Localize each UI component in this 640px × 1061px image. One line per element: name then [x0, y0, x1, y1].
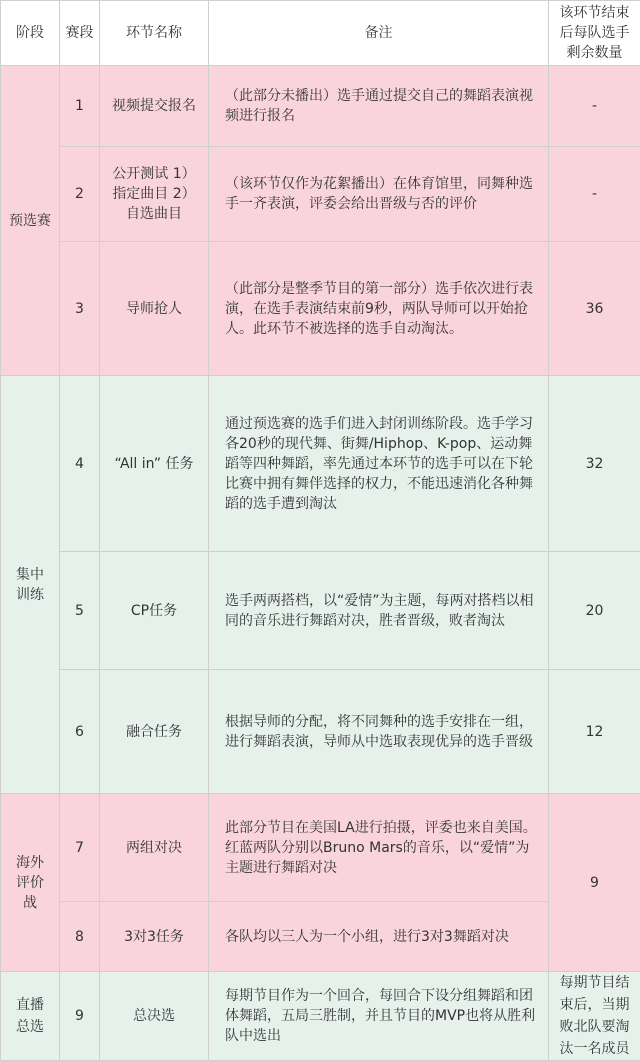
stage-cell: 直播总选 — [1, 972, 60, 1061]
round-cell: 7 — [60, 794, 100, 902]
round-cell: 8 — [60, 902, 100, 972]
note-cell: 选手两两搭档，以“爱情”为主题，每两对搭档以相同的音乐进行舞蹈对决，胜者晋级，败者淘汰 — [209, 552, 549, 670]
stage-cell: 集中训练 — [1, 376, 60, 794]
round-cell: 6 — [60, 670, 100, 794]
remaining-cell: - — [549, 66, 640, 147]
segment-name-cell: 视频提交报名 — [100, 66, 209, 147]
remaining-cell: 32 — [549, 376, 640, 552]
header-remaining: 该环节结束后每队选手剩余数量 — [549, 1, 640, 66]
table-row — [1, 670, 640, 794]
note-cell: 通过预选赛的选手们进入封闭训练阶段。选手学习各20秒的现代舞、街舞/Hiphop、K-pop、运动舞蹈等四种舞蹈，率先通过本环节的选手可以在下轮比赛中拥有舞伴选择的权力，不能迅速消化各种舞蹈的选手遭到淘汰 — [209, 376, 549, 552]
header-note: 备注 — [209, 1, 549, 66]
table-row — [1, 552, 640, 670]
segment-name-cell: 导师抢人 — [100, 242, 209, 376]
remaining-cell: - — [549, 147, 640, 242]
remaining-cell: 每期节目结束后，当期败北队要淘汰一名成员 — [549, 972, 640, 1061]
table-row — [1, 66, 640, 147]
table-row — [1, 242, 640, 376]
segment-name-cell: 3对3任务 — [100, 902, 209, 972]
remaining-cell: 12 — [549, 670, 640, 794]
round-cell: 4 — [60, 376, 100, 552]
note-cell: 各队均以三人为一个小组，进行3对3舞蹈对决 — [209, 902, 549, 972]
header-row — [1, 1, 640, 66]
segment-name-cell: 融合任务 — [100, 670, 209, 794]
segment-name-cell: “All in” 任务 — [100, 376, 209, 552]
remaining-cell: 20 — [549, 552, 640, 670]
segment-name-cell: CP任务 — [100, 552, 209, 670]
note-cell: （该环节仅作为花絮播出）在体育馆里，同舞种选手一齐表演，评委会给出晋级与否的评价 — [209, 147, 549, 242]
stage-cell: 海外评价战 — [1, 794, 60, 972]
table-row — [1, 972, 640, 1061]
segment-name-cell: 总决选 — [100, 972, 209, 1061]
note-cell: （此部分未播出）选手通过提交自己的舞蹈表演视频进行报名 — [209, 66, 549, 147]
remaining-cell: 9 — [549, 794, 640, 972]
note-cell: （此部分是整季节目的第一部分）选手依次进行表演，在选手表演结束前9秒，两队导师可以开始抢人。此环节不被选择的选手自动淘汰。 — [209, 242, 549, 376]
table-row — [1, 147, 640, 242]
note-cell: 每期节目作为一个回合，每回合下设分组舞蹈和团体舞蹈，五局三胜制，并且节目的MVP也将从胜利队中选出 — [209, 972, 549, 1061]
header-stage: 阶段 — [1, 1, 60, 66]
segment-name-cell: 公开测试 1）指定曲目 2）自选曲目 — [100, 147, 209, 242]
round-cell: 9 — [60, 972, 100, 1061]
note-cell: 此部分节目在美国LA进行拍摄，评委也来自美国。红蓝两队分别以Bruno Mars的音乐，以“爱情”为主题进行舞蹈对决 — [209, 794, 549, 902]
segment-name-cell: 两组对决 — [100, 794, 209, 902]
note-cell: 根据导师的分配，将不同舞种的选手安排在一组，进行舞蹈表演，导师从中选取表现优异的选手晋级 — [209, 670, 549, 794]
round-cell: 3 — [60, 242, 100, 376]
header-segment-name: 环节名称 — [100, 1, 209, 66]
round-cell: 1 — [60, 66, 100, 147]
table-row — [1, 902, 640, 972]
remaining-cell: 36 — [549, 242, 640, 376]
stage-cell: 预选赛 — [1, 66, 60, 376]
round-cell: 5 — [60, 552, 100, 670]
table-row — [1, 794, 640, 902]
round-cell: 2 — [60, 147, 100, 242]
table-row — [1, 376, 640, 552]
header-round: 赛段 — [60, 1, 100, 66]
